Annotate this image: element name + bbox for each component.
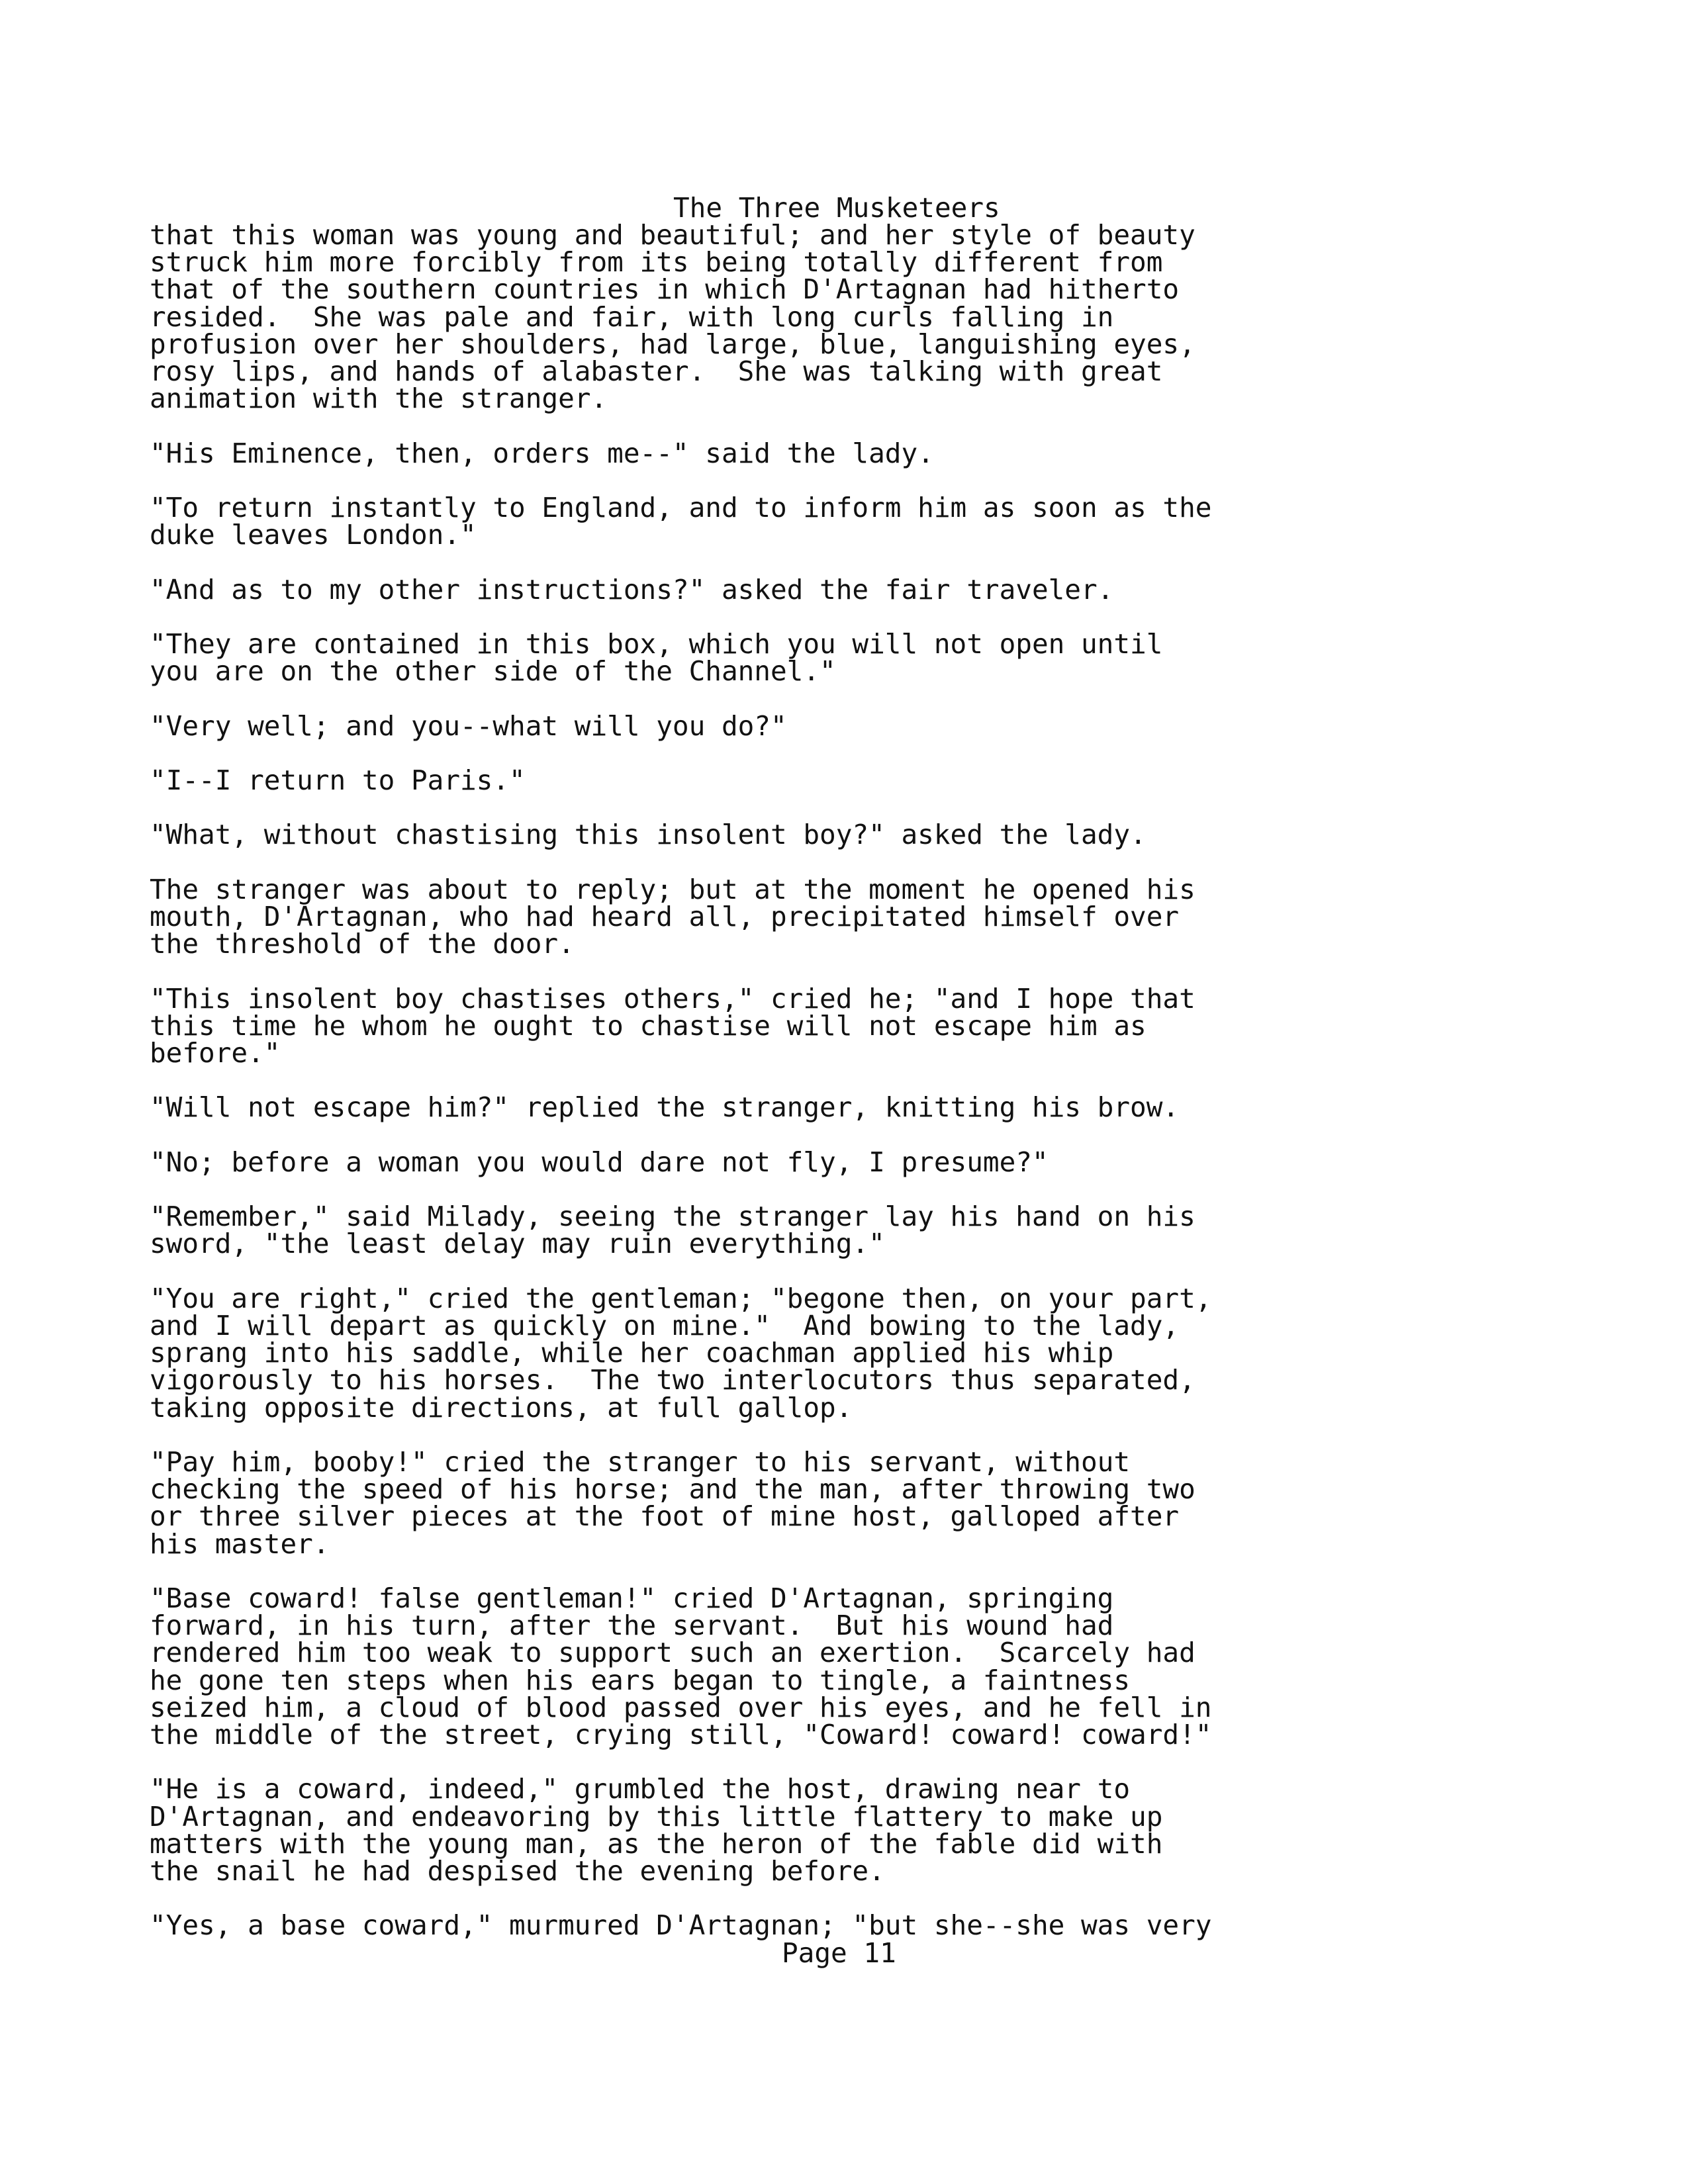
document-page — [150, 192, 1540, 1969]
paragraph: "He is a coward, indeed," grumbled the host, drawing near to D'Artagnan, and endeavoring by this little flattery to make up matters with the young man, as the heron of the fable did with the snail he had despised the evening before. — [150, 1773, 1163, 1887]
paragraph: "Yes, a base coward," murmured D'Artagnan; "but she--she was very — [150, 1909, 1212, 1942]
paragraph: "To return instantly to England, and to inform him as soon as the duke leaves London." — [150, 492, 1212, 551]
paragraph: "Base coward! false gentleman!" cried D'Artagnan, springing forward, in his turn, after the servant. But his wound had rendered him too weak to support such an exertion. Scarcely had he gone ten steps when his ears began to tingle, a faintness seized him, a cloud of blood passed over his eyes, and he fell in the middle of the street, crying still, "Coward! coward! coward!" — [150, 1582, 1212, 1751]
paragraph: "Remember," said Milady, seeing the stranger lay his hand on his sword, "the least delay may ruin everything." — [150, 1201, 1196, 1260]
body-text — [150, 219, 1540, 1942]
paragraph: "Very well; and you--what will you do?" — [150, 709, 787, 742]
paragraph: "What, without chastising this insolent boy?" asked the lady. — [150, 819, 1147, 851]
paragraph: "I--I return to Paris." — [150, 764, 526, 796]
page-number: Page 11 — [782, 1936, 896, 1969]
running-header-title: The Three Musketeers — [673, 192, 1000, 224]
paragraph: that this woman was young and beautiful; and her style of beauty struck him more forcibly from its being totally different from that of the southern countries in which D'Artagnan had hitherto resided. She was pale and fair, with long curls falling in profusion over her shoulders, had large, blue, languishing eyes, rosy lips, and hands of alabaster. She was talking with great animation with the stranger. — [150, 219, 1196, 415]
paragraph: "They are contained in this box, which you will not open until you are on the other side of the Channel." — [150, 627, 1163, 688]
paragraph: "Pay him, booby!" cried the stranger to his servant, without checking the speed of his horse; and the man, after throwing two or three silver pieces at the foot of mine host, galloped after his master. — [150, 1445, 1196, 1560]
paragraph: The stranger was about to reply; but at the moment he opened his mouth, D'Artagnan, who had heard all, precipitated himself over the threshold of the door. — [150, 873, 1196, 960]
paragraph: "You are right," cried the gentleman; "begone then, on your part, and I will depart as quickly on mine." And bowing to the lady, sprang into his saddle, while her coachman applied his whip vigorously to his horses. The two interlocutors thus separated, taking opposite directions, at full gallop. — [150, 1282, 1212, 1424]
paragraph: "Will not escape him?" replied the stranger, knitting his brow. — [150, 1091, 1180, 1124]
paragraph: "No; before a woman you would dare not fly, I presume?" — [150, 1146, 1049, 1178]
paragraph: "And as to my other instructions?" asked the fair traveler. — [150, 573, 1114, 606]
paragraph: "His Eminence, then, orders me--" said the lady. — [150, 437, 934, 469]
paragraph: "This insolent boy chastises others," cried he; "and I hope that this time he whom he ought to chastise will not escape him as before." — [150, 982, 1196, 1069]
